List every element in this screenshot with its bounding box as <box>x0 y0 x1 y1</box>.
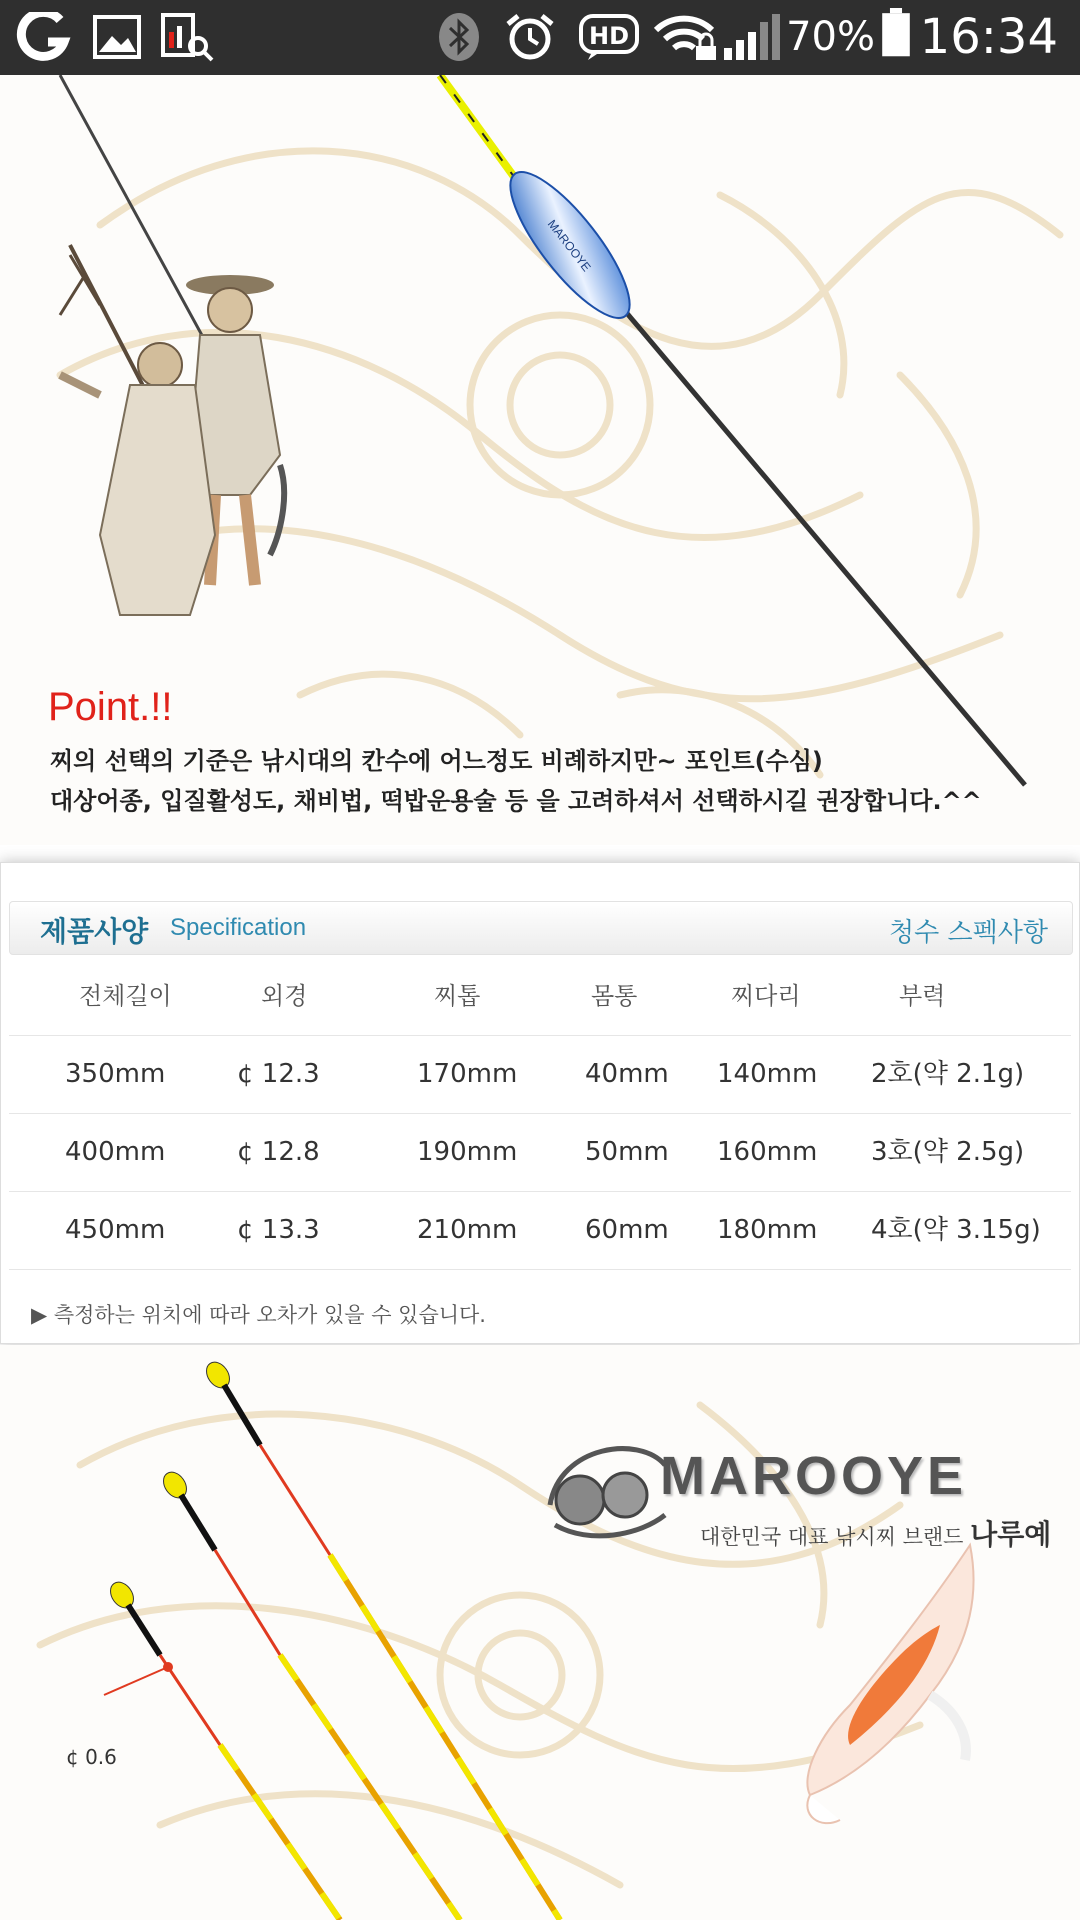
spec-subtitle: 청수 스펙사항 <box>889 918 1048 948</box>
battery-icon <box>878 8 914 58</box>
cell-leg: 160mm <box>717 1137 818 1167</box>
cell-length: 350mm <box>65 1059 166 1089</box>
column-header: 찌톱 <box>434 982 481 1010</box>
table-row <box>9 1192 1071 1270</box>
app-icon <box>14 12 74 62</box>
koi-fish-illustration <box>780 1535 1020 1835</box>
signal-icon <box>722 12 782 62</box>
cell-top: 210mm <box>417 1215 518 1245</box>
bluetooth-icon <box>436 12 482 62</box>
hd-voice-icon <box>578 12 640 62</box>
spec-note: ▶ 측정하는 위치에 따라 오차가 있을 수 있습니다. <box>31 1303 486 1327</box>
svg-text:HD: HD <box>588 22 630 50</box>
brand-korean-name: 나루예 <box>970 1518 1052 1551</box>
column-header: 외경 <box>261 982 308 1010</box>
cell-length: 400mm <box>65 1137 166 1167</box>
cell-leg: 140mm <box>717 1059 818 1089</box>
point-text-line-1: 찌의 선택의 기준은 낚시대의 칸수에 어느정도 비례하지만~ 포인트(수심) <box>50 747 823 775</box>
cell-body: 50mm <box>585 1137 669 1167</box>
cell-diameter: ¢ 12.3 <box>237 1059 320 1089</box>
column-header: 찌다리 <box>731 982 801 1010</box>
cell-diameter: ¢ 13.3 <box>237 1215 320 1245</box>
battery-percent: 70% <box>786 14 875 60</box>
brand-logo-icon <box>540 1425 670 1555</box>
brand-tagline-text: 대한민국 대표 낚시찌 브랜드 <box>700 1525 964 1549</box>
column-header: 전체길이 <box>79 982 172 1010</box>
spec-header <box>9 901 1073 955</box>
column-header: 부력 <box>899 982 946 1010</box>
table-row <box>9 1036 1071 1114</box>
cell-top: 170mm <box>417 1059 518 1089</box>
cell-buoyancy: 4호(약 3.15g) <box>871 1215 1041 1245</box>
cell-buoyancy: 3호(약 2.5g) <box>871 1137 1025 1167</box>
spec-title-english: Specification <box>170 914 307 941</box>
point-heading: Point.!! <box>48 685 173 729</box>
clock: 16:34 <box>919 9 1058 65</box>
spec-title: 제품사양 <box>40 915 149 948</box>
wifi-lock-icon <box>652 12 722 62</box>
cell-leg: 180mm <box>717 1215 818 1245</box>
table-row <box>9 1114 1071 1192</box>
column-header: 몸통 <box>591 982 638 1010</box>
cell-body: 60mm <box>585 1215 669 1245</box>
cell-diameter: ¢ 12.8 <box>237 1137 320 1167</box>
upper-banner <box>0 75 1080 845</box>
gallery-icon <box>92 12 142 62</box>
cell-body: 40mm <box>585 1059 669 1089</box>
file-search-icon <box>160 12 216 62</box>
table-header-row <box>9 958 1071 1036</box>
point-text-line-2: 대상어종, 입질활성도, 채비법, 떡밥운용술 등 을 고려하셔서 선택하시길 권장합니다.^^ <box>50 787 982 815</box>
status-bar <box>0 0 1080 75</box>
cell-top: 190mm <box>417 1137 518 1167</box>
spec-panel <box>0 862 1080 1344</box>
lower-banner <box>0 1345 1080 1920</box>
brand-name: MAROOYE <box>660 1446 968 1506</box>
cell-length: 450mm <box>65 1215 166 1245</box>
svg-text:MAROOYE: MAROOYE <box>544 217 594 275</box>
alarm-icon <box>502 12 558 62</box>
cell-buoyancy: 2호(약 2.1g) <box>871 1059 1025 1089</box>
spec-table <box>9 958 1071 1270</box>
diameter-label: ¢ 0.6 <box>66 1745 117 1769</box>
